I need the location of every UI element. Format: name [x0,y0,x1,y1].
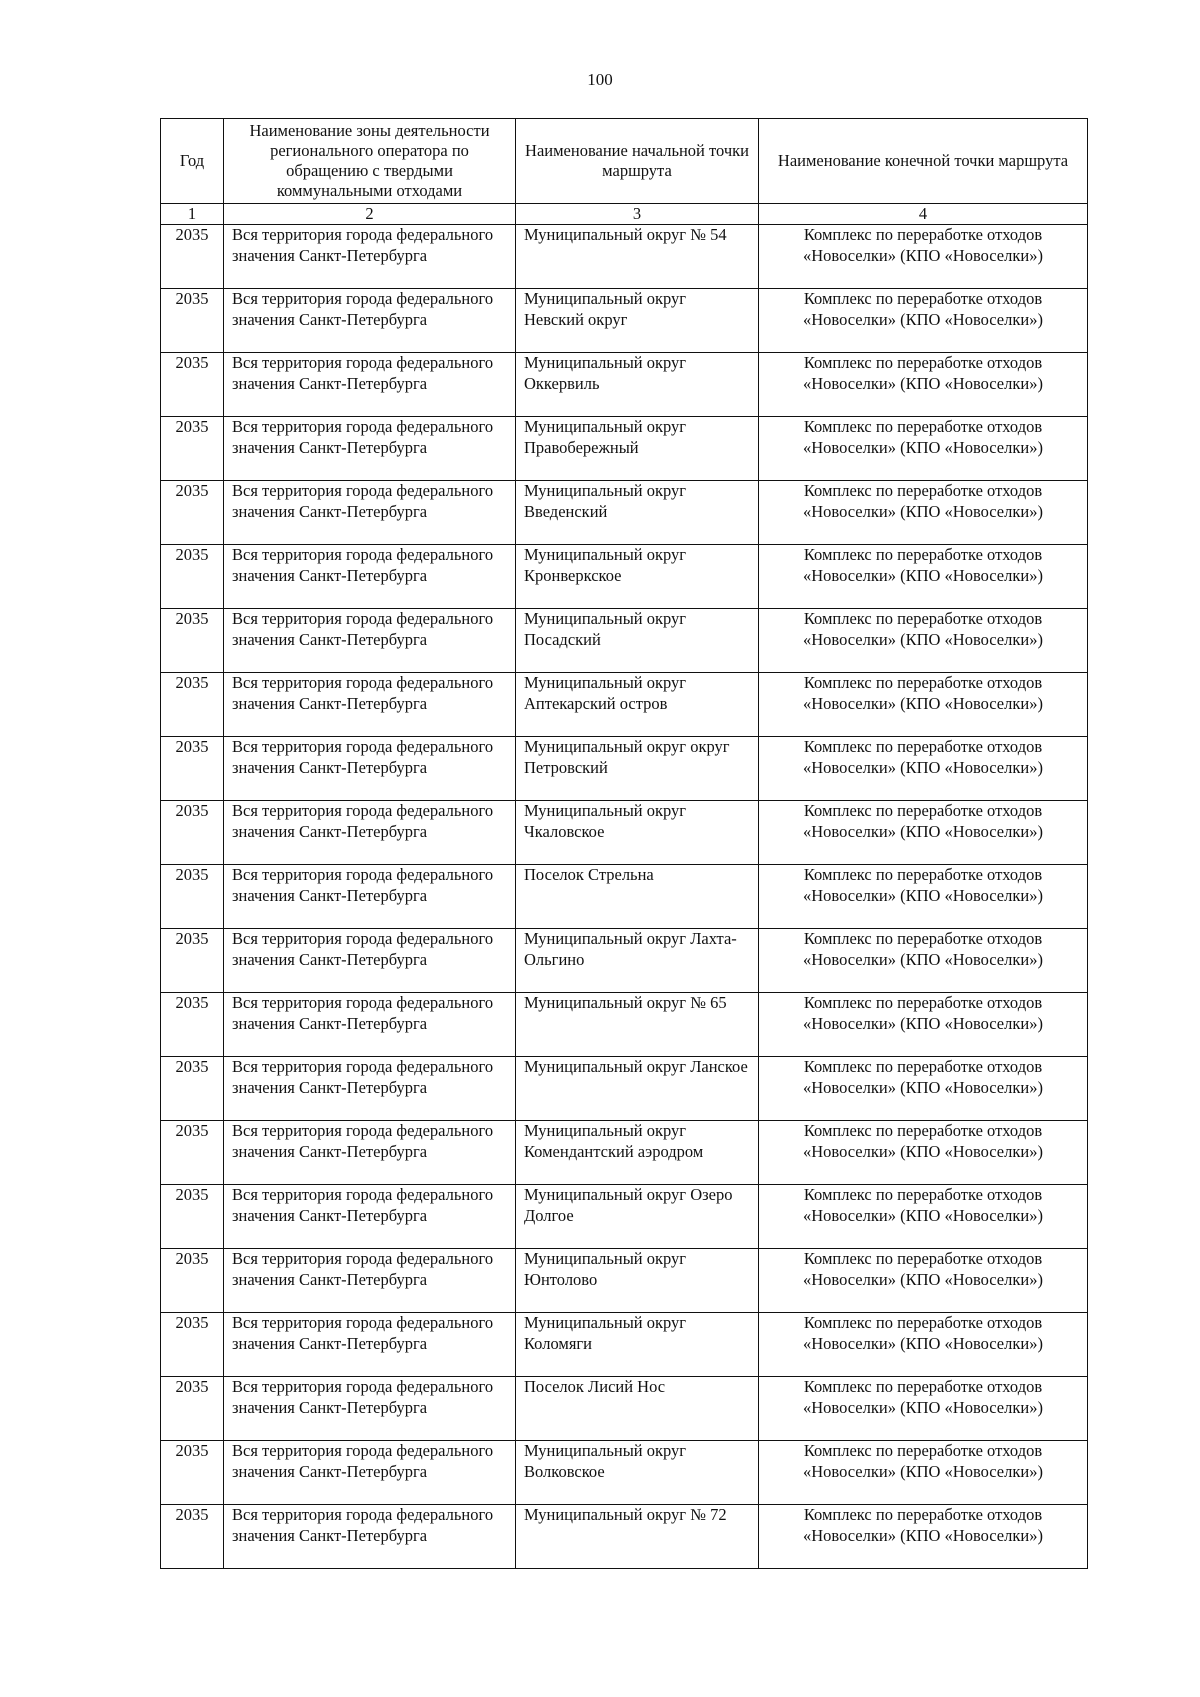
year-cell: 2035 [161,1121,224,1185]
start-point-cell: Муниципальный округ № 54 [516,225,759,289]
zone-cell: Вся территория города федерального значения Санкт-Петербурга [224,353,516,417]
year-cell: 2035 [161,353,224,417]
table-row [161,1185,1088,1249]
zone-cell: Вся территория города федерального значения Санкт-Петербурга [224,1185,516,1249]
table-row [161,801,1088,865]
zone-cell: Вся территория города федерального значения Санкт-Петербурга [224,865,516,929]
start-point-cell: Муниципальный округ Ланское [516,1057,759,1121]
year-cell: 2035 [161,1377,224,1441]
year-cell: 2035 [161,1313,224,1377]
table-row [161,865,1088,929]
table-row [161,289,1088,353]
start-point-cell: Муниципальный округ Введенский [516,481,759,545]
start-point-cell: Муниципальный округ Невский округ [516,289,759,353]
table-row [161,417,1088,481]
start-point-cell: Муниципальный округ Чкаловское [516,801,759,865]
table-row [161,1057,1088,1121]
end-point-cell: Комплекс по переработке отходов «Новоселки» (КПО «Новоселки») [759,1313,1088,1377]
end-point-cell: Комплекс по переработке отходов «Новоселки» (КПО «Новоселки») [759,929,1088,993]
zone-cell: Вся территория города федерального значения Санкт-Петербурга [224,673,516,737]
start-point-cell: Муниципальный округ Аптекарский остров [516,673,759,737]
header-year: Год [161,119,224,204]
zone-cell: Вся территория города федерального значения Санкт-Петербурга [224,1313,516,1377]
zone-cell: Вся территория города федерального значения Санкт-Петербурга [224,1057,516,1121]
zone-cell: Вся территория города федерального значения Санкт-Петербурга [224,609,516,673]
zone-cell: Вся территория города федерального значения Санкт-Петербурга [224,481,516,545]
table-row [161,993,1088,1057]
year-cell: 2035 [161,1057,224,1121]
end-point-cell: Комплекс по переработке отходов «Новоселки» (КПО «Новоселки») [759,1121,1088,1185]
zone-cell: Вся территория города федерального значения Санкт-Петербурга [224,289,516,353]
start-point-cell: Муниципальный округ Оккервиль [516,353,759,417]
year-cell: 2035 [161,225,224,289]
year-cell: 2035 [161,1441,224,1505]
year-cell: 2035 [161,673,224,737]
end-point-cell: Комплекс по переработке отходов «Новоселки» (КПО «Новоселки») [759,289,1088,353]
end-point-cell: Комплекс по переработке отходов «Новоселки» (КПО «Новоселки») [759,1057,1088,1121]
end-point-cell: Комплекс по переработке отходов «Новоселки» (КПО «Новоселки») [759,737,1088,801]
end-point-cell: Комплекс по переработке отходов «Новоселки» (КПО «Новоселки») [759,1505,1088,1569]
table-row [161,1249,1088,1313]
year-cell: 2035 [161,609,224,673]
start-point-cell: Муниципальный округ Посадский [516,609,759,673]
header-end-point: Наименование конечной точки маршрута [759,119,1088,204]
zone-cell: Вся территория города федерального значения Санкт-Петербурга [224,1249,516,1313]
year-cell: 2035 [161,929,224,993]
header-start-point: Наименование начальной точки маршрута [516,119,759,204]
table-body [161,225,1088,1569]
end-point-cell: Комплекс по переработке отходов «Новоселки» (КПО «Новоселки») [759,481,1088,545]
end-point-cell: Комплекс по переработке отходов «Новоселки» (КПО «Новоселки») [759,353,1088,417]
year-cell: 2035 [161,801,224,865]
table-row [161,481,1088,545]
page-number: 100 [587,70,613,89]
table-row [161,1377,1088,1441]
zone-cell: Вся территория города федерального значения Санкт-Петербурга [224,801,516,865]
end-point-cell: Комплекс по переработке отходов «Новоселки» (КПО «Новоселки») [759,545,1088,609]
zone-cell: Вся территория города федерального значения Санкт-Петербурга [224,1121,516,1185]
end-point-cell: Комплекс по переработке отходов «Новоселки» (КПО «Новоселки») [759,609,1088,673]
year-cell: 2035 [161,1185,224,1249]
zone-cell: Вся территория города федерального значения Санкт-Петербурга [224,993,516,1057]
table-row [161,673,1088,737]
start-point-cell: Муниципальный округ Правобережный [516,417,759,481]
end-point-cell: Комплекс по переработке отходов «Новоселки» (КПО «Новоселки») [759,1377,1088,1441]
table-row [161,1313,1088,1377]
zone-cell: Вся территория города федерального значения Санкт-Петербурга [224,737,516,801]
zone-cell: Вся территория города федерального значения Санкт-Петербурга [224,545,516,609]
end-point-cell: Комплекс по переработке отходов «Новоселки» (КПО «Новоселки») [759,801,1088,865]
start-point-cell: Муниципальный округ № 65 [516,993,759,1057]
table-row [161,545,1088,609]
table-row [161,929,1088,993]
column-number: 4 [759,204,1088,225]
start-point-cell: Муниципальный округ Волковское [516,1441,759,1505]
zone-cell: Вся территория города федерального значения Санкт-Петербурга [224,417,516,481]
start-point-cell: Муниципальный округ округ Петровский [516,737,759,801]
year-cell: 2035 [161,481,224,545]
year-cell: 2035 [161,545,224,609]
end-point-cell: Комплекс по переработке отходов «Новоселки» (КПО «Новоселки») [759,865,1088,929]
year-cell: 2035 [161,865,224,929]
table-row [161,225,1088,289]
end-point-cell: Комплекс по переработке отходов «Новоселки» (КПО «Новоселки») [759,1185,1088,1249]
column-number: 1 [161,204,224,225]
start-point-cell: Муниципальный округ Кронверкское [516,545,759,609]
year-cell: 2035 [161,289,224,353]
table-row [161,353,1088,417]
column-number: 3 [516,204,759,225]
end-point-cell: Комплекс по переработке отходов «Новоселки» (КПО «Новоселки») [759,417,1088,481]
table-row [161,1505,1088,1569]
zone-cell: Вся территория города федерального значения Санкт-Петербурга [224,1377,516,1441]
year-cell: 2035 [161,1505,224,1569]
year-cell: 2035 [161,417,224,481]
end-point-cell: Комплекс по переработке отходов «Новоселки» (КПО «Новоселки») [759,1249,1088,1313]
start-point-cell: Муниципальный округ № 72 [516,1505,759,1569]
end-point-cell: Комплекс по переработке отходов «Новоселки» (КПО «Новоселки») [759,225,1088,289]
end-point-cell: Комплекс по переработке отходов «Новоселки» (КПО «Новоселки») [759,673,1088,737]
year-cell: 2035 [161,1249,224,1313]
zone-cell: Вся территория города федерального значения Санкт-Петербурга [224,1441,516,1505]
start-point-cell: Поселок Стрельна [516,865,759,929]
header-row [161,119,1088,204]
end-point-cell: Комплекс по переработке отходов «Новоселки» (КПО «Новоселки») [759,993,1088,1057]
end-point-cell: Комплекс по переработке отходов «Новоселки» (КПО «Новоселки») [759,1441,1088,1505]
column-number: 2 [224,204,516,225]
zone-cell: Вся территория города федерального значения Санкт-Петербурга [224,225,516,289]
header-zone: Наименование зоны деятельности регионального оператора по обращению с твердыми коммунальными отходами [224,119,516,204]
table-row [161,1441,1088,1505]
table-row [161,609,1088,673]
zone-cell: Вся территория города федерального значения Санкт-Петербурга [224,1505,516,1569]
column-number-row [161,204,1088,225]
start-point-cell: Поселок Лисий Нос [516,1377,759,1441]
zone-cell: Вся территория города федерального значения Санкт-Петербурга [224,929,516,993]
start-point-cell: Муниципальный округ Коломяги [516,1313,759,1377]
start-point-cell: Муниципальный округ Комендантский аэродром [516,1121,759,1185]
table-row [161,737,1088,801]
route-table [160,118,1088,1569]
year-cell: 2035 [161,737,224,801]
start-point-cell: Муниципальный округ Юнтолово [516,1249,759,1313]
start-point-cell: Муниципальный округ Озеро Долгое [516,1185,759,1249]
start-point-cell: Муниципальный округ Лахта-Ольгино [516,929,759,993]
year-cell: 2035 [161,993,224,1057]
table-row [161,1121,1088,1185]
